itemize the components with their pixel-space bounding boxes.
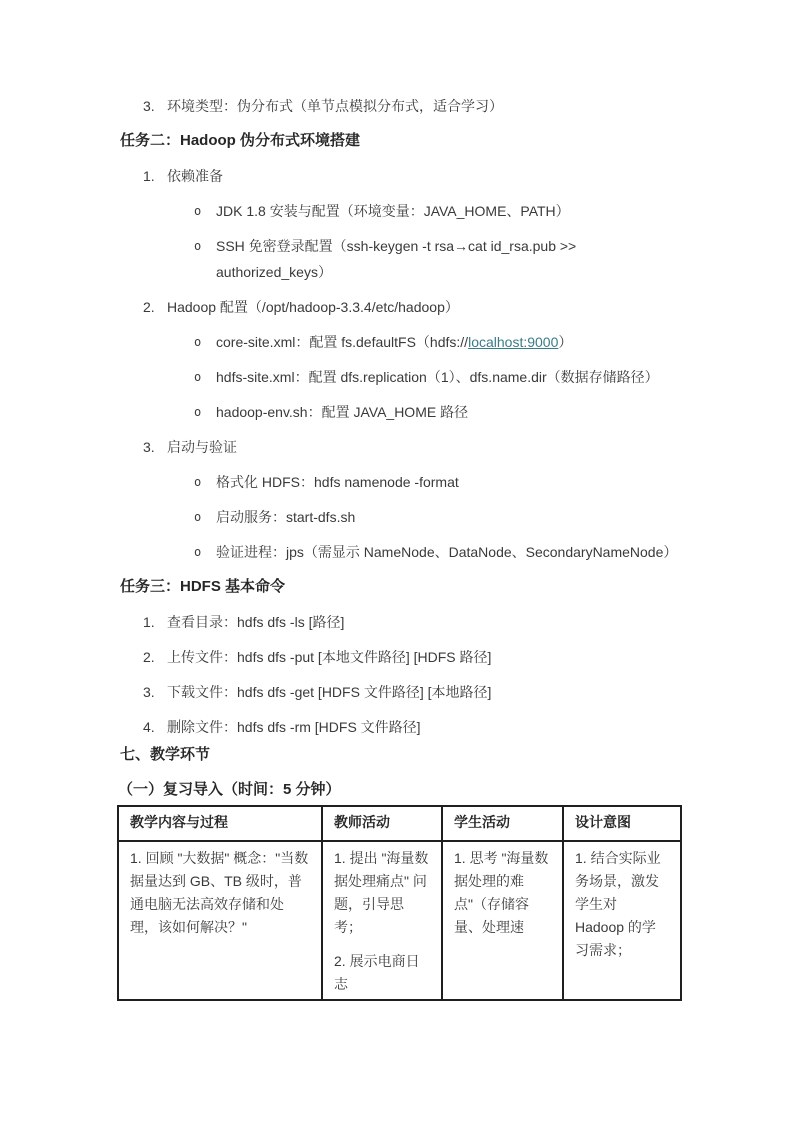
numbered-item (120, 163, 676, 285)
item-number: 3. (143, 439, 155, 455)
numbered-item (120, 679, 676, 705)
text-segment: JDK 1.8 安装与配置（环境变量：JAVA_HOME、PATH） (216, 203, 570, 219)
text-segment: core-site.xml：配置 fs.defaultFS（hdfs:// (216, 334, 469, 350)
task2-heading: 任务二：Hadoop 伪分布式环境搭建 (120, 132, 360, 149)
bullet-text (216, 329, 676, 355)
circle-bullet-icon: o (194, 204, 202, 218)
circle-bullet-icon: o (194, 335, 202, 349)
document-content (120, 93, 676, 1001)
table-header-cell: 教师活动 (322, 806, 442, 841)
item-text: 上传文件：hdfs dfs -put [本地文件路径] [HDFS 路径] (167, 649, 492, 665)
table-cell-paragraph: 2. 展示电商日志 (334, 953, 420, 992)
table-cell-paragraph: 1. 提出 "海量数据处理痛点" 问题，引导思考； (334, 850, 429, 935)
circle-bullet-icon: o (194, 405, 202, 419)
table-header-cell: 教学内容与过程 (118, 806, 322, 841)
table-cell-paragraph: 1. 回顾 "大数据" 概念："当数据量达到 GB、TB 级时，普通电脑无法高效存储和处理，该如何解决？" (130, 850, 309, 935)
bullet-item (167, 364, 676, 390)
table-cell (442, 841, 563, 1000)
bullet-item (167, 233, 676, 285)
table-row (118, 841, 681, 1000)
text-segment: hdfs-site.xml：配置 dfs.replication（1）、dfs.name.dir（数据存储路径） (216, 369, 659, 385)
bullet-text (216, 364, 676, 390)
item-number: 1. (143, 168, 155, 184)
item-text: 删除文件：hdfs dfs -rm [HDFS 文件路径] (167, 719, 421, 735)
item-number: 3. (143, 684, 155, 700)
bullet-item (167, 198, 676, 224)
table-cell-paragraph: 1. 结合实际业务场景，激发学生对 Hadoop 的学习需求； (575, 850, 661, 958)
bullet-text (216, 233, 676, 285)
bullet-text (216, 469, 676, 495)
table-cell (322, 841, 442, 1000)
table-cell (563, 841, 681, 1000)
item-text: Hadoop 配置（/opt/hadoop-3.3.4/etc/hadoop） (167, 299, 459, 315)
item-body (167, 679, 676, 705)
item-number: 4. (143, 719, 155, 735)
section7-heading: 七、教学环节 (120, 746, 211, 763)
lesson-table (117, 805, 682, 1001)
item-text: 下载文件：hdfs dfs -get [HDFS 文件路径] [本地路径] (167, 684, 492, 700)
bullet-list (167, 198, 676, 285)
circle-bullet-icon: o (194, 370, 202, 384)
item-body (167, 163, 676, 285)
bullet-item (167, 539, 676, 565)
item-number: 2. (143, 299, 155, 315)
table-header-cell: 设计意图 (563, 806, 681, 841)
intro-list (120, 93, 676, 119)
table-header-cell: 学生活动 (442, 806, 563, 841)
item-text: 查看目录：hdfs dfs -ls [路径] (167, 614, 345, 630)
item-number: 1. (143, 614, 155, 630)
item-body (167, 714, 676, 740)
bullet-item (167, 504, 676, 530)
item-text: 环境类型：伪分布式（单节点模拟分布式，适合学习） (167, 98, 503, 114)
task2-list (120, 163, 676, 565)
item-body (167, 644, 676, 670)
bullet-item (167, 399, 676, 425)
text-segment: 启动服务：start-dfs.sh (216, 509, 356, 525)
text-segment: ） (558, 334, 573, 350)
circle-bullet-icon: o (194, 510, 202, 524)
lesson-table-head (118, 806, 681, 841)
text-segment: SSH 免密登录配置（ssh-keygen -t rsa→cat id_rsa.pub >> authorized_keys） (216, 238, 577, 280)
item-body (167, 93, 676, 119)
text-segment: 格式化 HDFS：hdfs namenode -format (216, 474, 459, 490)
task3-list (120, 609, 676, 740)
bullet-item (167, 329, 676, 355)
circle-bullet-icon: o (194, 545, 202, 559)
item-text: 依赖准备 (167, 168, 223, 184)
item-body (167, 609, 676, 635)
circle-bullet-icon: o (194, 239, 202, 253)
task3-heading: 任务三：HDFS 基本命令 (120, 578, 286, 595)
lesson-table-body (118, 841, 681, 1000)
localhost-link[interactable]: localhost:9000 (468, 334, 559, 350)
numbered-item (120, 609, 676, 635)
numbered-item (120, 294, 676, 425)
text-segment: hadoop-env.sh：配置 JAVA_HOME 路径 (216, 404, 469, 420)
item-body (167, 294, 676, 425)
numbered-item (120, 644, 676, 670)
bullet-text (216, 198, 676, 224)
bullet-list (167, 469, 676, 565)
table-header-row (118, 806, 681, 841)
subsection-heading: （一）复习导入（时间：5 分钟） (118, 781, 341, 798)
item-number: 3. (143, 98, 155, 114)
circle-bullet-icon: o (194, 475, 202, 489)
numbered-item (120, 714, 676, 740)
numbered-item (120, 93, 676, 119)
table-cell (118, 841, 322, 1000)
numbered-item (120, 434, 676, 565)
bullet-text (216, 399, 676, 425)
table-cell-paragraph: 1. 思考 "海量数据处理的难点"（存储容量、处理速 (454, 850, 549, 935)
item-body (167, 434, 676, 565)
bullet-text (216, 539, 676, 565)
text-segment: 验证进程：jps（需显示 NameNode、DataNode、SecondaryNameNode） (216, 544, 678, 560)
bullet-item (167, 469, 676, 495)
bullet-list (167, 329, 676, 425)
item-number: 2. (143, 649, 155, 665)
item-text: 启动与验证 (167, 439, 237, 455)
bullet-text (216, 504, 676, 530)
